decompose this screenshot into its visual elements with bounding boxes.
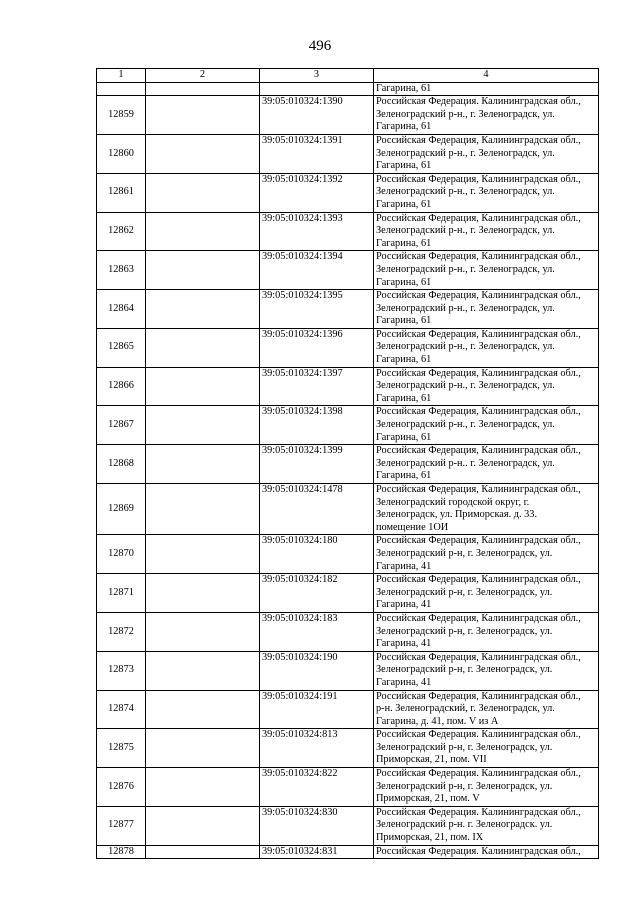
address-line: Зеленоградский р-н., г. Зеленоградск, ул. — [376, 147, 555, 159]
empty-cell — [146, 845, 260, 859]
empty-cell — [146, 367, 260, 406]
cadastral-number-cell: 39:05:010324:822 — [260, 768, 374, 807]
row-number-cell: 12859 — [97, 96, 146, 135]
address-cell — [374, 134, 599, 173]
address-cell — [374, 367, 599, 406]
address-cell — [374, 651, 599, 690]
column-header: 2 — [146, 69, 260, 83]
address-line: Зеленоградский р-н., г. Зеленоградск, ул. — [376, 302, 555, 314]
column-header: 1 — [97, 69, 146, 83]
address-line: Российская Федерация, Калининградская обл., — [376, 535, 581, 547]
address-line: Российская Федерация, Калининградская обл., — [376, 173, 581, 185]
table-row — [97, 535, 599, 574]
address-line: помещение 1ОИ — [376, 521, 449, 533]
row-number-cell: 12877 — [97, 806, 146, 845]
cadastral-number-cell: 39:05:010324:183 — [260, 612, 374, 651]
address-line: Зеленоградский р-н, г. Зеленоградск, ул. — [376, 547, 553, 559]
address-line: Гагарина, 61 — [376, 315, 432, 327]
address-line: Российская Федерация, Калининградская обл., — [376, 134, 581, 146]
address-line: Российская Федерация, Калининградская обл., — [376, 651, 581, 663]
table-row — [97, 290, 599, 329]
address-line: Зеленоградск, ул. Приморская. д. 33. — [376, 509, 538, 521]
address-line: Приморская, 21, пом. V — [376, 793, 480, 805]
table-row — [97, 768, 599, 807]
table-row — [97, 445, 599, 484]
address-line: Зеленоградский городской округ, г. — [376, 496, 530, 508]
address-cell — [374, 290, 599, 329]
empty-cell — [146, 768, 260, 807]
row-number-cell: 12868 — [97, 445, 146, 484]
row-number-cell: 12871 — [97, 574, 146, 613]
address-line: Зеленоградский р-н, г. Зеленоградск, ул. — [376, 741, 553, 753]
empty-cell — [146, 406, 260, 445]
address-line: Российская Федерация, Калининградская обл., — [376, 251, 581, 263]
register-table — [96, 68, 599, 859]
empty-cell — [146, 690, 260, 729]
address-cell — [374, 328, 599, 367]
address-cell — [374, 806, 599, 845]
row-number-cell: 12878 — [97, 845, 146, 859]
row-number-cell: 12872 — [97, 612, 146, 651]
table-row — [97, 212, 599, 251]
address-line: Гагарина, 61 — [376, 121, 432, 133]
empty-cell — [146, 173, 260, 212]
row-number-cell: 12867 — [97, 406, 146, 445]
address-line: Зеленоградский р-н., г. Зеленоградск, ул. — [376, 108, 555, 120]
cadastral-number-cell: 39:05:010324:1478 — [260, 484, 374, 535]
address-line: Гагарина, 61 — [376, 354, 432, 366]
table-row — [97, 729, 599, 768]
address-line: Зеленоградский р-н., г. Зеленоградск, ул. — [376, 341, 555, 353]
cadastral-number-cell: 39:05:010324:190 — [260, 651, 374, 690]
continuation-row — [97, 82, 599, 96]
table-row — [97, 690, 599, 729]
address-cell — [374, 535, 599, 574]
empty-cell — [146, 445, 260, 484]
table-row — [97, 96, 599, 135]
address-line: Российская Федерация. Калининградская обл., — [376, 806, 581, 818]
row-number-cell: 12870 — [97, 535, 146, 574]
table-row — [97, 612, 599, 651]
cadastral-number-cell: 39:05:010324:1390 — [260, 96, 374, 135]
table-row — [97, 406, 599, 445]
table-row — [97, 134, 599, 173]
table-row — [97, 173, 599, 212]
address-cell — [374, 612, 599, 651]
address-line: Российская Федерация, Калининградская обл., — [376, 445, 581, 457]
address-cell — [374, 173, 599, 212]
row-number-cell: 12860 — [97, 134, 146, 173]
address-line: Гагарина, д. 41, пом. V из А — [376, 715, 499, 727]
page-number: 496 — [308, 38, 332, 54]
cadastral-number-cell: 39:05:010324:1399 — [260, 445, 374, 484]
address-line: Российская Федерация, Калининградская обл., — [376, 574, 581, 586]
empty-cell — [146, 729, 260, 768]
table-row — [97, 367, 599, 406]
cadastral-number-cell: 39:05:010324:1392 — [260, 173, 374, 212]
row-number-cell: 12866 — [97, 367, 146, 406]
address-line: Зеленоградский р-н., г. Зеленоградск, ул. — [376, 186, 555, 198]
cadastral-number-cell: 39:05:010324:1397 — [260, 367, 374, 406]
column-header: 4 — [374, 69, 599, 83]
cadastral-number-cell: 39:05:010324:1391 — [260, 134, 374, 173]
row-number-cell: 12861 — [97, 173, 146, 212]
address-line: Российская Федерация, Калининградская обл., — [376, 612, 581, 624]
address-line: р-н. Зеленоградский, г. Зеленоградск, ул. — [376, 703, 555, 715]
address-line: Гагарина, 41 — [376, 599, 432, 611]
address-line: Зеленоградский р-н., г. Зеленоградск, ул. — [376, 225, 555, 237]
address-cell — [374, 212, 599, 251]
address-line: Зеленоградский р-н, г. Зеленоградск, ул. — [376, 625, 553, 637]
address-line: Российская Федерация, Калининградская обл., — [376, 212, 581, 224]
address-line: Российская Федерация, Калининградская обл., — [376, 406, 581, 418]
empty-cell — [146, 484, 260, 535]
address-cell: Гагарина, 61 — [374, 82, 599, 96]
row-number-cell: 12865 — [97, 328, 146, 367]
row-number-cell: 12869 — [97, 484, 146, 535]
address-line: Российская Федерация, Калининградская обл., — [376, 690, 581, 702]
cadastral-number-cell: 39:05:010324:180 — [260, 535, 374, 574]
address-line: Российская Федерация, Калининградская обл., — [376, 367, 581, 379]
address-line: Гагарина, 61 — [376, 198, 432, 210]
row-number-cell: 12864 — [97, 290, 146, 329]
address-cell — [374, 484, 599, 535]
empty-cell — [146, 806, 260, 845]
address-line: Российская Федерация, Калининградская обл., — [376, 484, 581, 495]
cadastral-number-cell: 39:05:010324:813 — [260, 729, 374, 768]
address-line: Российская Федерация. Калининградская обл., — [376, 96, 581, 108]
address-line: Гагарина, 61 — [376, 276, 432, 288]
address-line: Гагарина, 61 — [376, 237, 432, 249]
table-header-row — [97, 69, 599, 83]
address-cell — [374, 690, 599, 729]
address-line: Приморская, 21, пом. VII — [376, 754, 487, 766]
cadastral-number-cell: 39:05:010324:1395 — [260, 290, 374, 329]
address-line: Гагарина, 61 — [376, 470, 432, 482]
address-cell — [374, 768, 599, 807]
empty-cell — [146, 212, 260, 251]
cadastral-number-cell: 39:05:010324:831 — [260, 845, 374, 859]
address-line: Гагарина, 61 — [376, 160, 432, 172]
table-row — [97, 806, 599, 845]
address-cell — [374, 729, 599, 768]
address-line: Гагарина, 41 — [376, 560, 432, 572]
address-cell — [374, 574, 599, 613]
cadastral-number-cell: 39:05:010324:182 — [260, 574, 374, 613]
address-line: Зеленоградский р-н. г. Зеленоградск. ул. — [376, 819, 553, 831]
table-row — [97, 251, 599, 290]
empty-cell — [146, 574, 260, 613]
address-line: Приморская, 21, пом. IX — [376, 832, 484, 844]
row-number-cell: 12863 — [97, 251, 146, 290]
row-number-cell: 12875 — [97, 729, 146, 768]
address-line: Зеленоградский р-н, г. Зеленоградск, ул. — [376, 586, 553, 598]
address-line: Зеленоградский р-н, г. Зеленоградск, ул. — [376, 664, 553, 676]
address-line: Зеленоградский р-н, г. Зеленоградск, ул. — [376, 780, 553, 792]
address-cell — [374, 845, 599, 859]
address-line: Зеленоградский р-н., г. Зеленоградск, ул. — [376, 419, 555, 431]
empty-cell — [146, 96, 260, 135]
empty-cell — [146, 134, 260, 173]
empty-cell — [146, 251, 260, 290]
address-line: Российская Федерация. Калининградская обл., — [376, 768, 581, 780]
cadastral-number-cell: 39:05:010324:830 — [260, 806, 374, 845]
table-row — [97, 651, 599, 690]
row-number-cell: 12876 — [97, 768, 146, 807]
address-line: Гагарина, 61 — [376, 431, 432, 443]
address-line: Зеленоградский р-н., г. Зеленоградск, ул. — [376, 263, 555, 275]
cadastral-number-cell: 39:05:010324:1393 — [260, 212, 374, 251]
empty-cell — [146, 612, 260, 651]
row-number-cell: 12862 — [97, 212, 146, 251]
empty-cell — [146, 328, 260, 367]
address-line: Гагарина, 61 — [376, 392, 432, 404]
table-row — [97, 845, 599, 859]
address-line: Российская Федерация. Калининградская обл., — [376, 729, 581, 741]
row-number-cell: 12873 — [97, 651, 146, 690]
empty-cell — [146, 535, 260, 574]
cadastral-number-cell: 39:05:010324:1394 — [260, 251, 374, 290]
address-cell — [374, 251, 599, 290]
row-number-cell: 12874 — [97, 690, 146, 729]
cadastral-number-cell: 39:05:010324:1398 — [260, 406, 374, 445]
address-line: Российская Федерация, Калининградская обл., — [376, 290, 581, 302]
address-line: Российская Федерация. Калининградская обл., — [376, 845, 581, 857]
address-line: Российская Федерация, Калининградская обл., — [376, 328, 581, 340]
cadastral-number-cell: 39:05:010324:191 — [260, 690, 374, 729]
address-line: Гагарина, 41 — [376, 638, 432, 650]
empty-cell — [146, 651, 260, 690]
address-cell — [374, 96, 599, 135]
table-row — [97, 574, 599, 613]
address-line: Зеленоградский р-н., г. Зеленоградск, ул. — [376, 380, 555, 392]
address-cell — [374, 406, 599, 445]
cadastral-number-cell: 39:05:010324:1396 — [260, 328, 374, 367]
table-row — [97, 484, 599, 535]
empty-cell — [146, 290, 260, 329]
address-line: Гагарина, 41 — [376, 676, 432, 688]
address-line: Зеленоградский р-н.. г. Зеленоградск, ул. — [376, 457, 555, 469]
column-header: 3 — [260, 69, 374, 83]
address-cell — [374, 445, 599, 484]
table-row — [97, 328, 599, 367]
